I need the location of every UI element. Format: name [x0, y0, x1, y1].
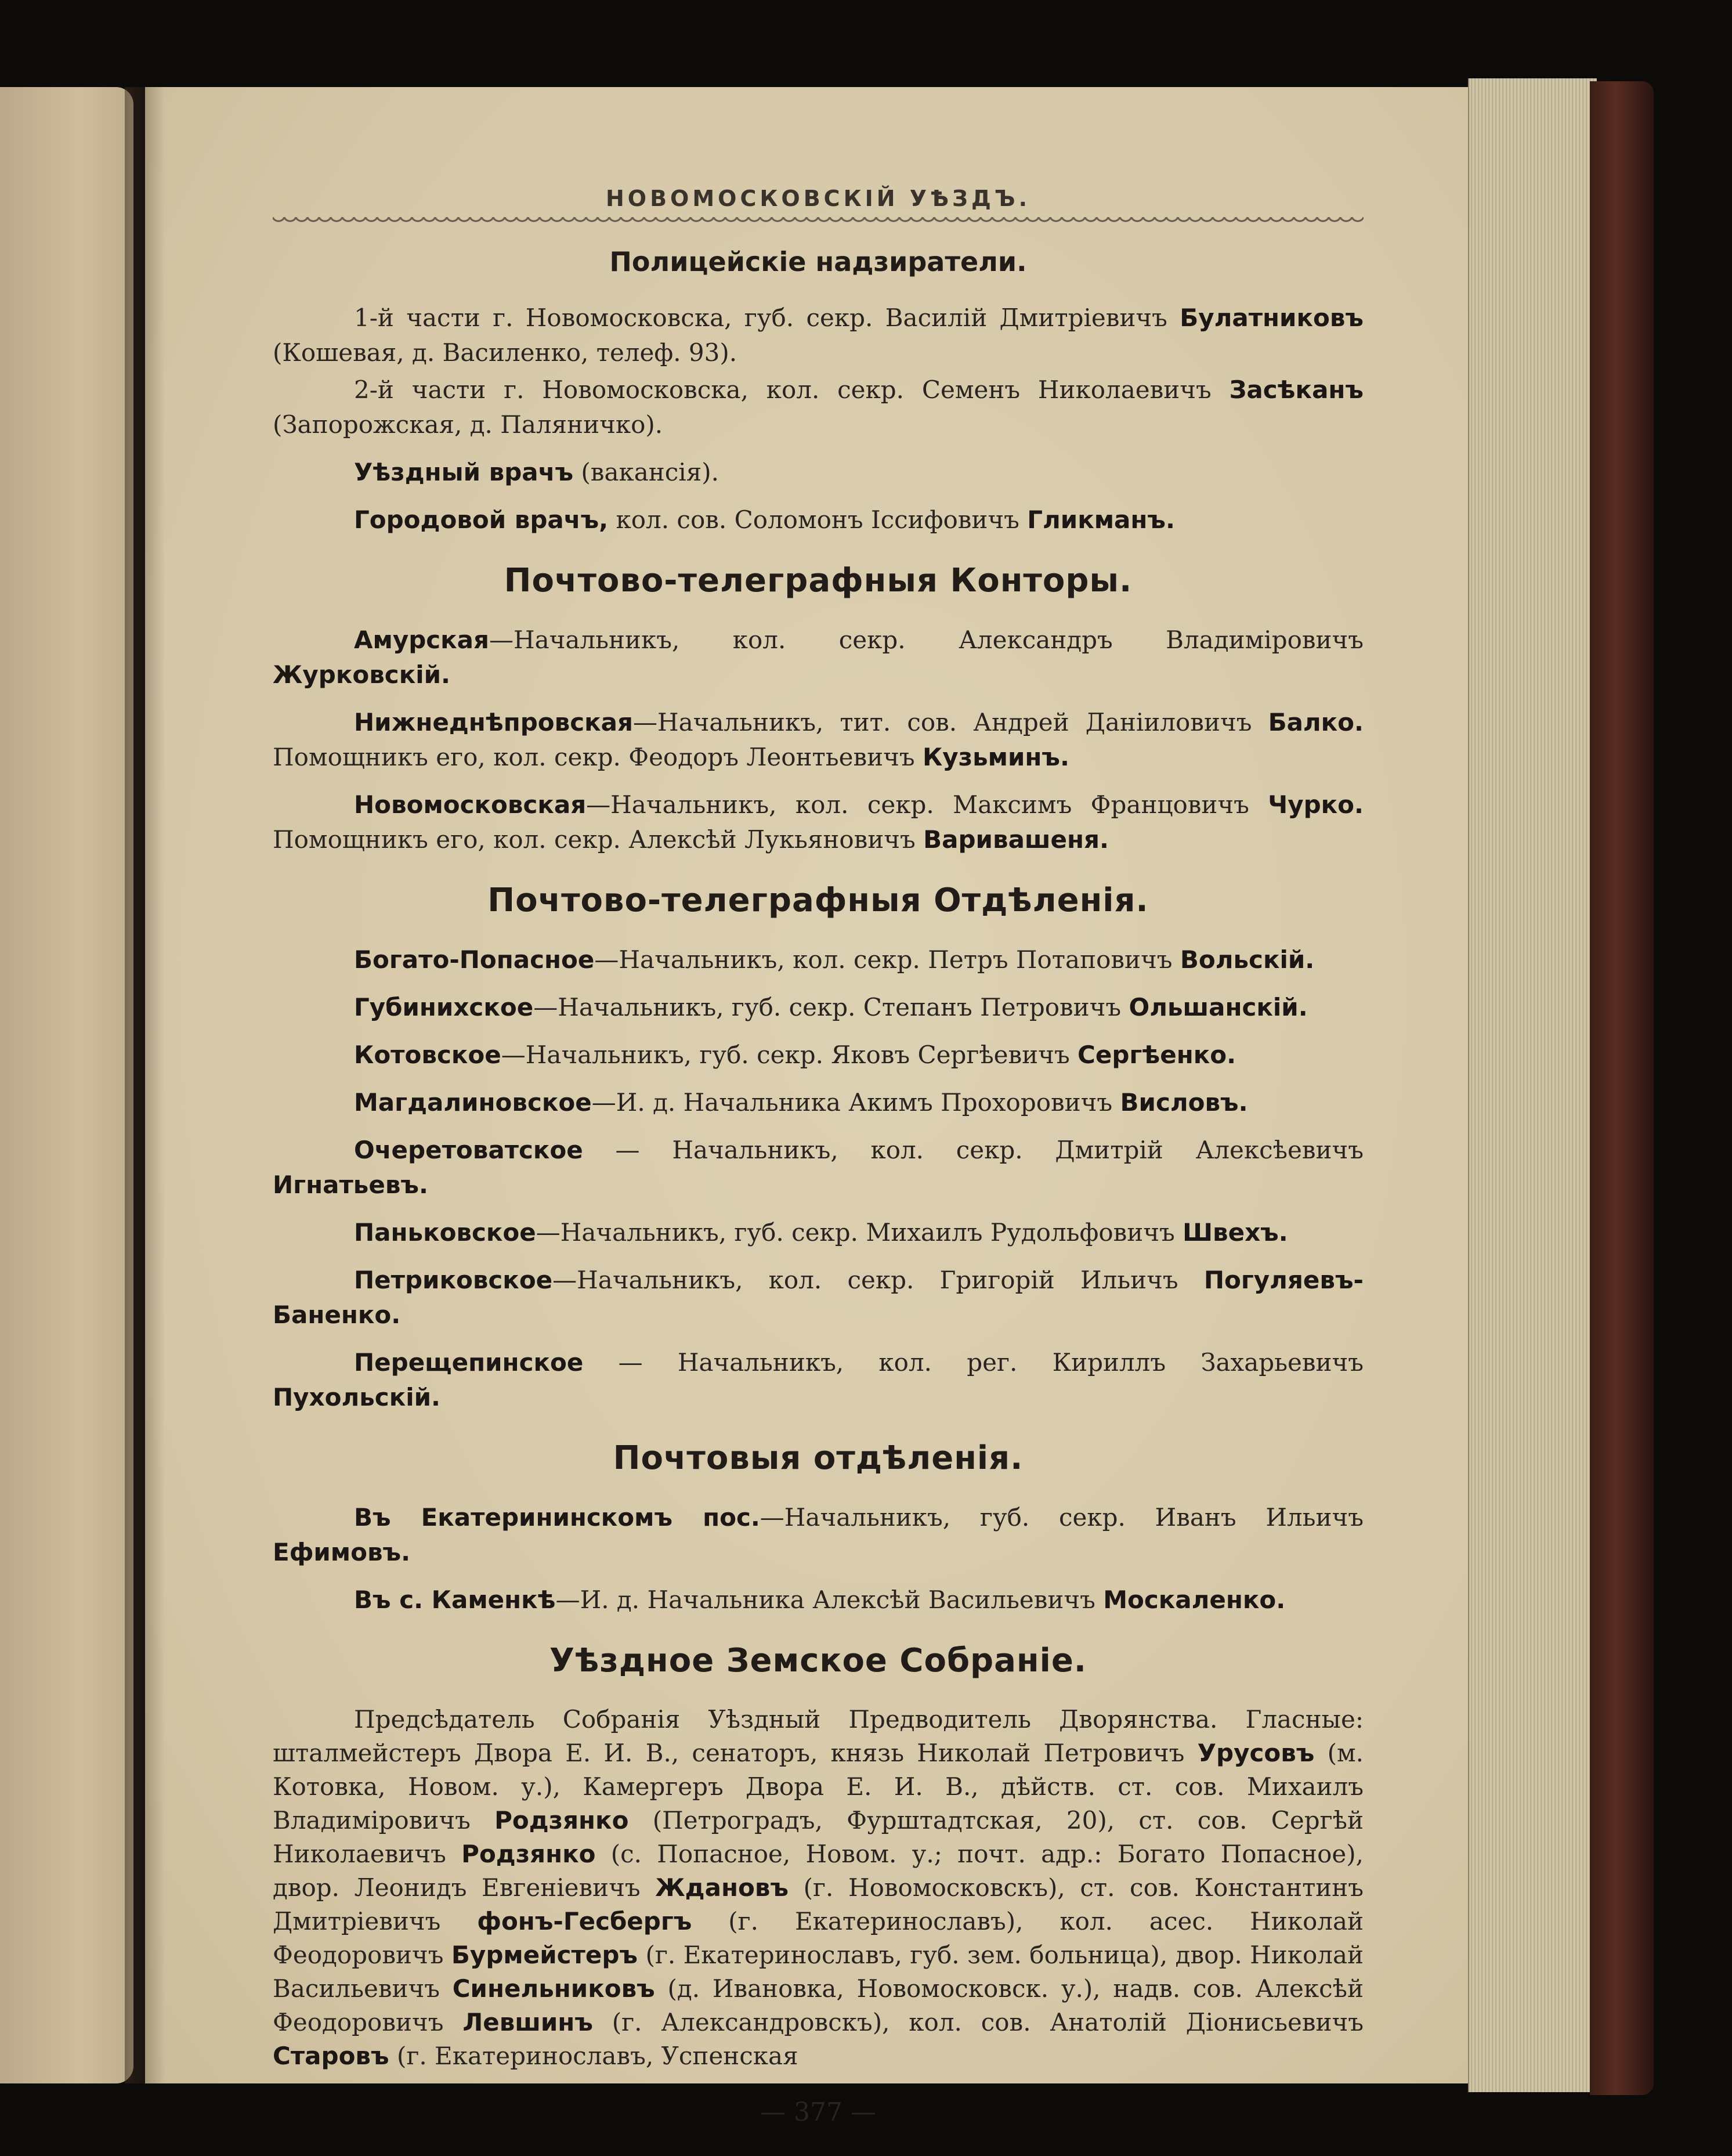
- entry-name: Чурко.: [1268, 790, 1364, 819]
- entry-text: Помощникъ его, кол. секр. Феодоръ Леонтьевичъ: [273, 743, 915, 771]
- branch-entry: [273, 1038, 1364, 1072]
- branch-entry: [273, 1215, 1364, 1250]
- wavy-rule: [273, 217, 1364, 225]
- page-edges: [1468, 78, 1597, 2092]
- entry-name: Висловъ.: [1120, 1088, 1248, 1117]
- entry-nizhnedneprovskaya: [273, 705, 1364, 775]
- entry-text: —Начальникъ, кол. секр. Александръ Владиміровичъ: [489, 626, 1364, 654]
- entry-name: Засѣканъ: [1229, 375, 1364, 404]
- entry-name: Родзянко: [461, 1840, 596, 1868]
- entry-text: 1-й части г. Новомосковска, губ. секр. Василій Дмитріевичъ: [354, 304, 1167, 332]
- entry-ekaterininsk: [273, 1500, 1364, 1570]
- entry-place: Петриковское: [354, 1266, 553, 1294]
- entry-text: —Начальникъ, тит. сов. Андрей Даніиловичъ: [632, 708, 1252, 736]
- section-title-offices: Почтово-телеграфныя Конторы.: [504, 562, 1133, 600]
- entry-text: —Начальникъ, губ. секр. Степанъ Петровичъ: [533, 993, 1122, 1021]
- entry-text: (г. Новомосковскъ), ст. сов. Константинъ Дмитріевичъ: [273, 1873, 1364, 1935]
- branch-entry: [273, 1345, 1364, 1415]
- entry-text: —Начальникъ, губ. секр. Михаилъ Рудольфовичъ: [536, 1218, 1175, 1247]
- entry-place: Въ с. Каменкѣ: [354, 1586, 556, 1614]
- branch-entry: [273, 1133, 1364, 1202]
- entry-text: —Начальникъ, губ. секр. Иванъ Ильичъ: [760, 1503, 1364, 1532]
- entry-text: —Начальникъ, губ. секр. Яковъ Сергѣевичъ: [501, 1041, 1070, 1069]
- entry-place: Перещепинское: [354, 1348, 584, 1377]
- book-cover: [1590, 81, 1654, 2095]
- entry-text: —И. д. Начальника Алексѣй Васильевичъ: [555, 1586, 1095, 1614]
- page-number: — 377 —: [760, 2097, 876, 2127]
- left-page-edge: [0, 87, 133, 2083]
- entry-text: (г. Екатеринославъ, губ. зем. больница), двор. Николай Васильевичъ: [273, 1941, 1364, 2003]
- entry-place: Губинихское: [354, 993, 534, 1021]
- branch-entry: [273, 990, 1364, 1025]
- entry-name: Ждановъ: [655, 1873, 789, 1902]
- entry-text: (Запорожская, д. Паляничко).: [273, 410, 663, 439]
- entry-place: Нижнеднѣпровская: [354, 708, 633, 736]
- entry-name: Старовъ: [273, 2042, 389, 2070]
- entry-name: Москаленко.: [1103, 1586, 1286, 1614]
- running-head: НОВОМОСКОВСКІЙ УѢЗДЪ.: [605, 186, 1031, 211]
- entry-name: Игнатьевъ.: [273, 1171, 428, 1199]
- entry-text: —Начальникъ, кол. секр. Петръ Потаповичъ: [594, 945, 1173, 974]
- entry-text: (г. Екатеринославъ, Успенская: [396, 2042, 798, 2070]
- entry-text: (вакансія).: [581, 458, 719, 486]
- entry-text: — Начальникъ, кол. секр. Дмитрій Алексѣевичъ: [583, 1136, 1364, 1164]
- entry-name: Ольшанскій.: [1129, 993, 1308, 1021]
- entry-text: (г. Екатеринославъ), кол. асес. Николай Феодоровичъ: [273, 1907, 1364, 1969]
- section-title-police: Полицейскіе надзиратели.: [609, 246, 1027, 277]
- entry-place: Очеретоватское: [354, 1136, 583, 1164]
- entry-name: Синельниковъ: [452, 1974, 655, 2003]
- entry-name: Бурмейстеръ: [451, 1941, 638, 1969]
- entry-name: фонъ-Гесбергъ: [477, 1907, 692, 1935]
- entry-label: Уѣздный врачъ: [354, 458, 574, 486]
- entry-text: — Начальникъ, кол. рег. Кириллъ Захарьевичъ: [583, 1348, 1364, 1377]
- entry-name: Вольскій.: [1180, 945, 1315, 974]
- entry-name: Булатниковъ: [1180, 304, 1364, 332]
- entry-name: Урусовъ: [1197, 1739, 1315, 1767]
- entry-city-doctor: [273, 503, 1364, 537]
- entry-name: Журковскій.: [273, 660, 450, 689]
- entry-place: Магдалиновское: [354, 1088, 592, 1117]
- entry-text: (Петроградъ, Фурштадтская, 20), ст. сов. Сергѣй Николаевичъ: [273, 1806, 1364, 1868]
- entry-police-1: [273, 301, 1364, 370]
- entry-name: Левшинъ: [462, 2008, 593, 2036]
- entry-name: Балко.: [1268, 708, 1364, 736]
- entry-text: —И. д. Начальника Акимъ Прохоровичъ: [591, 1088, 1113, 1117]
- entry-police-2: [273, 373, 1364, 442]
- entry-text: Помощникъ его, кол. секр. Алексѣй Лукьяновичъ: [273, 825, 916, 854]
- entry-name: Варивашеня.: [923, 825, 1109, 854]
- entry-uezd-doctor: [273, 455, 1364, 490]
- entry-text: (д. Ивановка, Новомосковск. у.), надв. сов. Алексѣй Феодоровичъ: [273, 1974, 1364, 2036]
- entry-text: —Начальникъ, кол. секр. Максимъ Францовичъ: [586, 790, 1249, 819]
- entry-place: Въ Екатерининскомъ пос.: [354, 1503, 760, 1532]
- entry-name: Сергѣенко.: [1077, 1041, 1236, 1069]
- branch-entry: [273, 1085, 1364, 1120]
- entry-text: (м. Котовка, Новом. у.), Камергеръ Двора Е. И. В., дѣйств. ст. сов. Михаилъ Владиміровичъ: [273, 1739, 1364, 1834]
- branch-entry: [273, 942, 1364, 977]
- branch-entry: [273, 1263, 1364, 1332]
- section-title-branches: Почтово-телеграфныя Отдѣленія.: [487, 882, 1149, 919]
- entry-novomoskovskaya: [273, 788, 1364, 857]
- entry-text: —Начальникъ, кол. секр. Григорій Ильичъ: [552, 1266, 1178, 1294]
- spine-shadow: [125, 87, 165, 2083]
- entry-text: 2-й части г. Новомосковска, кол. секр. Семенъ Николаевичъ: [354, 375, 1212, 404]
- entry-name: Пухольскій.: [273, 1383, 440, 1411]
- entry-name: Кузьминъ.: [922, 743, 1069, 771]
- entry-place: Богато-Попасное: [354, 945, 595, 974]
- entry-text: кол. сов. Соломонъ Іссифовичъ: [616, 505, 1019, 534]
- entry-name: Погуляевъ-Баненко.: [273, 1266, 1364, 1329]
- entry-amurskaya: [273, 623, 1364, 692]
- entry-label: Городовой врачъ,: [354, 505, 609, 534]
- entry-text: (г. Александровскъ), кол. сов. Анатолій Діонисьевичъ: [612, 2008, 1364, 2036]
- page-content: [273, 186, 1364, 2127]
- entry-place: Котовское: [354, 1041, 501, 1069]
- entry-text: (с. Попасное, Новом. у.; почт. адр.: Богато Попасное), двор. Леонидъ Евгеніевичъ: [273, 1840, 1364, 1902]
- section-title-post: Почтовыя отдѣленія.: [613, 1439, 1024, 1477]
- entry-text: Предсѣдатель Собранія Уѣздный Предводитель Дворянства. Гласные: шталмейстеръ Двора Е. И. В., сенаторъ, князь Николай Петровичъ: [273, 1705, 1364, 1767]
- zemstvo-paragraph: [273, 1703, 1364, 2073]
- entry-place: Амурская: [354, 626, 489, 654]
- entry-name: Гликманъ.: [1027, 505, 1175, 534]
- entry-place: Паньковское: [354, 1218, 536, 1247]
- entry-place: Новомосковская: [354, 790, 587, 819]
- entry-name: Швехъ.: [1183, 1218, 1288, 1247]
- entry-text: (Кошевая, д. Василенко, телеф. 93).: [273, 338, 737, 367]
- entry-kamenka: [273, 1583, 1364, 1617]
- entry-name: Родзянко: [494, 1806, 629, 1834]
- entry-name: Ефимовъ.: [273, 1538, 411, 1566]
- section-title-zemstvo: Уѣздное Земское Собраніе.: [549, 1642, 1087, 1680]
